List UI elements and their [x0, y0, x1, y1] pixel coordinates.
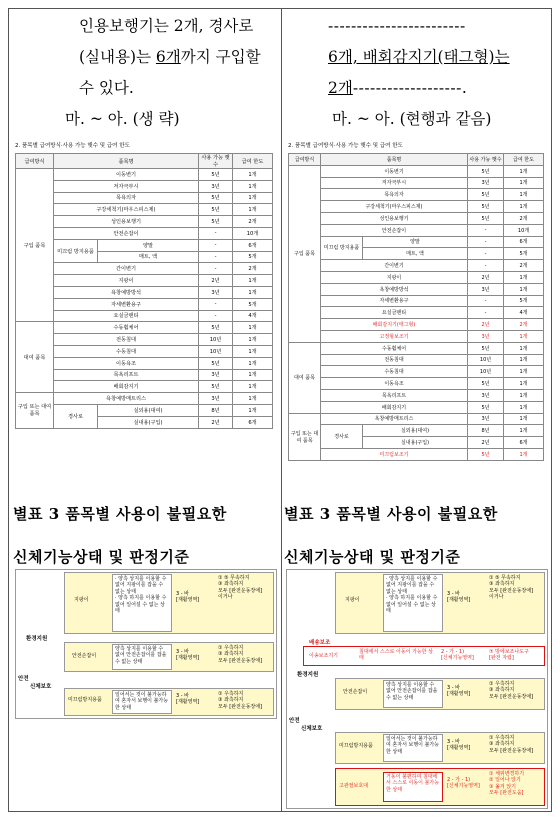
table-cell: 안전손잡이 — [343, 689, 368, 695]
criteria-table-image — [15, 569, 277, 719]
table-cell: 간이변기 — [321, 260, 468, 272]
table-cell: 6개 — [504, 236, 544, 248]
table-cell: 욕창예방방석 — [54, 286, 199, 298]
table-cell: 6개 — [233, 416, 273, 428]
table-cell: 5년 — [199, 216, 233, 228]
right-column — [282, 9, 553, 811]
table-title: 2. 품목별 급여방식·사용 가능 햇수 및 급여 한도 — [288, 143, 403, 149]
table-cell: 5개 — [233, 298, 273, 310]
table-cell: 안전손잡이 — [321, 224, 468, 236]
table-cell: 3 - 바 [재활영역] — [447, 739, 471, 752]
table-cell: 3년 — [468, 177, 504, 189]
appendix-heading: 신체기능상태 및 판정기준 — [284, 548, 461, 566]
item-desc: · 양측 상지를 이용할 수 없어 지팡이를 잡을 수 없는 상태 · 양측 하지를 이용할 수 없어 일어설 수 없는 상태 — [112, 574, 172, 632]
table-cell: 8년 — [199, 404, 233, 416]
item-name: 미끄럼방지용품 — [68, 697, 102, 703]
table-cell: 안전손잡이 — [54, 227, 199, 239]
table-cell: 2개 — [233, 216, 273, 228]
table-cell: 1개 — [233, 345, 273, 357]
table-cell: 욕창예방방석 — [321, 283, 468, 295]
table-cell: - — [468, 260, 504, 272]
col-header: 급여방식 — [16, 154, 54, 169]
table-cell: 5년 — [468, 201, 504, 213]
table-cell: 성인용보행기 — [321, 212, 468, 224]
appendix-heading: 신체기능상태 및 판정기준 — [13, 548, 190, 566]
table-cell: 5년 — [199, 192, 233, 204]
table-cell: 전동침대 — [321, 354, 468, 366]
table-cell: 1개 — [504, 330, 544, 342]
table-cell: 사용 가능 햇수 — [468, 154, 504, 166]
table-cell: 양말 — [363, 236, 468, 248]
table-cell: ⑦ 방에보조나도구 [완전 자립] — [489, 649, 529, 662]
table-cell: 구입 또는 대여 품목 — [289, 413, 321, 460]
table-cell: 미끄럼방지용품 — [339, 743, 373, 749]
table-cell: 10년 — [468, 354, 504, 366]
table-cell: 5개 — [233, 251, 273, 263]
table-cell: - — [468, 236, 504, 248]
table-cell: · 양측 상지를 이용할 수 없어 지팡이를 잡을 수 없는 상태 · 양측 하지를 이용할 수 없어 일어설 수 없는 상태 — [383, 574, 443, 632]
table-cell: 5개 — [504, 295, 544, 307]
table-cell: - — [199, 251, 233, 263]
table-cell: 1개 — [504, 177, 544, 189]
table-cell: - — [468, 248, 504, 260]
left-column — [9, 9, 280, 811]
table-cell: 1개 — [233, 275, 273, 287]
table-cell: 5개 — [504, 248, 544, 260]
table-cell: 목욕리프트 — [321, 389, 468, 401]
table-cell: 자세변환용구 — [321, 295, 468, 307]
table-cell: 목욕의자 — [321, 189, 468, 201]
table-cell: 1개 — [504, 448, 544, 460]
table-cell: 실내용(구입) — [363, 437, 468, 449]
table-cell: 1개 — [504, 378, 544, 390]
table-cell: 급여 한도 — [504, 154, 544, 166]
left-text-line: 수 있다. — [79, 79, 134, 97]
table-cell: 1개 — [233, 357, 273, 369]
table-cell: 고관절보호대 — [339, 783, 368, 789]
section-label: 신체보호 — [30, 684, 52, 690]
item-desc: 양측 상지를 이용할 수 없어 안전손잡이를 잡을 수 없는 상태 — [112, 644, 172, 670]
table-cell: 욕창예방매트리스 — [54, 393, 199, 405]
group-label: 구입 품목 — [16, 169, 54, 322]
table-cell: 침대에서 스스로 이동이 가능한 상태 — [359, 649, 433, 662]
table-cell: 수동침대 — [54, 345, 199, 357]
table-cell: 1개 — [233, 180, 273, 192]
table-cell: 양말 — [98, 239, 199, 251]
table-cell: 거동이 불편하여 침대에서 스스로 이동이 불가능한 상태 — [383, 772, 443, 802]
item-code: 3 - 바 [재활영역] — [176, 649, 200, 662]
section-label: 안전 — [18, 676, 29, 682]
table-cell: 간이변기 — [54, 263, 199, 275]
table-cell: 2개 — [504, 260, 544, 272]
table-cell: 3년 — [468, 330, 504, 342]
table-cell: - — [468, 224, 504, 236]
table-cell: 자세변환용구 — [54, 298, 199, 310]
table-cell: 3년 — [468, 283, 504, 295]
table-cell: 5년 — [199, 204, 233, 216]
table-cell: 1개 — [504, 366, 544, 378]
table-cell: - — [199, 298, 233, 310]
table-cell: 품목명 — [321, 154, 468, 166]
table-cell: 목욕리프트 — [54, 369, 199, 381]
table-cell: 성인용보행기 — [54, 216, 199, 228]
table-cell: 3년 — [199, 180, 233, 192]
table-cell: 3 - 바 [재활영역] — [447, 591, 471, 604]
table-cell: 까지 구입할 — [180, 48, 261, 66]
table-cell: 1개 — [504, 342, 544, 354]
table-cell: 이동욕조 — [321, 378, 468, 390]
table-cell: 4개 — [233, 310, 273, 322]
table-cell: 8년 — [468, 425, 504, 437]
table-cell: 10개 — [233, 227, 273, 239]
table-cell: 5년 — [468, 165, 504, 177]
table-cell: 배회감지기 — [54, 381, 199, 393]
table-cell: 2년 — [468, 319, 504, 331]
table-cell: 매트, 액 — [363, 248, 468, 260]
table-cell: 이송보조기기 — [309, 653, 338, 659]
table-cell: 양측 상지를 이용할 수 없어 안전손잡이를 잡을 수 없는 상태 — [383, 680, 443, 708]
table-cell: 10개 — [504, 224, 544, 236]
added-row: 고정형보조기 — [321, 330, 468, 342]
table-cell: 1개 — [233, 334, 273, 346]
table-cell: 급여방식 — [289, 154, 321, 166]
item-code: 3 - 바 [재활영역] — [176, 591, 200, 604]
table-cell: 2개 — [233, 263, 273, 275]
table-cell: 2개 — [328, 79, 353, 97]
table-cell: 3년 — [199, 286, 233, 298]
table-cell: - — [468, 307, 504, 319]
table-cell: 5년 — [468, 212, 504, 224]
table-cell: 3년 — [468, 389, 504, 401]
table-cell: 5년 — [468, 448, 504, 460]
table-cell: 1개 — [233, 169, 273, 181]
table-cell: 요실금팬티 — [54, 310, 199, 322]
table-cell: 1개 — [233, 322, 273, 334]
table-cell: 1개 — [504, 201, 544, 213]
table-cell: 경사로 — [54, 404, 98, 428]
table-cell: - — [199, 227, 233, 239]
item-code: 3 - 바 [재활영역] — [176, 693, 200, 706]
table-cell: 6개 — [504, 437, 544, 449]
right-benefit-table — [288, 153, 544, 461]
table-cell: 3 - 바 [재활영역] — [447, 685, 471, 698]
table-cell: 경사로 — [321, 425, 363, 449]
table-cell: 5년 — [468, 401, 504, 413]
table-cell: ① 우측하지 ③ 좌측하지 모두 [완전운동장애] — [489, 735, 534, 754]
table-cell: 환경지원 — [297, 672, 319, 678]
table-cell: 이동욕조 — [54, 357, 199, 369]
table-cell: 전동침대 — [54, 334, 199, 346]
table-cell: 2년 — [199, 416, 233, 428]
table-cell: 배회감지기 — [321, 401, 468, 413]
right-text-line: 마. ~ 아. (현행과 같음) — [332, 110, 492, 128]
table-cell: 10년 — [468, 366, 504, 378]
table-cell: 4개 — [504, 307, 544, 319]
table-cell: 수동휠체어 — [321, 342, 468, 354]
table-cell: 지팡이 — [345, 597, 360, 603]
table-cell: 수동침대 — [321, 366, 468, 378]
table-cell: 3년 — [199, 393, 233, 405]
table-cell: 1개 — [504, 189, 544, 201]
table-cell: 1개 — [233, 286, 273, 298]
right-text-line: ------------------------ — [328, 17, 466, 35]
table-cell: 실외용(대여) — [363, 425, 468, 437]
table-cell: 1개 — [504, 283, 544, 295]
table-cell: 3년 — [199, 369, 233, 381]
table-cell: 6개 — [233, 239, 273, 251]
left-text-line — [79, 42, 280, 73]
table-cell: - — [199, 310, 233, 322]
table-cell: 10년 — [199, 334, 233, 346]
table-cell: 1개 — [233, 393, 273, 405]
table-cell: 5년 — [199, 169, 233, 181]
table-cell: ① ⑤ 무속하지 ③ 좌측하지 모두 [완전운동장애] 이거나 — [489, 575, 534, 601]
table-cell: 2개 — [504, 319, 544, 331]
table-cell: 미끄럼 방지용품 — [54, 239, 98, 263]
table-cell: 이동변기 — [54, 169, 199, 181]
table-cell: 실내용(구입) — [98, 416, 199, 428]
table-cell: 지팡이 — [54, 275, 199, 287]
left-benefit-table — [15, 153, 273, 429]
table-cell: 저자극부시 — [321, 177, 468, 189]
item-name: 지팡이 — [74, 597, 89, 603]
table-cell: 대여 품목 — [289, 342, 321, 413]
table-cell: 1개 — [233, 404, 273, 416]
table-cell: 신체보호 — [301, 726, 323, 732]
table-cell: 매트, 액 — [98, 251, 199, 263]
table-cell: 1개 — [504, 389, 544, 401]
table-cell: 구강세척기(마우스피스제) — [321, 201, 468, 213]
table-cell: 1개 — [233, 204, 273, 216]
table-cell: 1개 — [504, 425, 544, 437]
appendix-heading: 별표 3 품목별 사용이 불필요한 — [284, 505, 498, 523]
table-cell: 1개 — [233, 369, 273, 381]
table-cell: (실내용)는 — [79, 48, 156, 66]
table-cell: 이동변기 — [321, 165, 468, 177]
table-cell: 5년 — [199, 322, 233, 334]
table-cell: 구강세척기(마우스피스제) — [54, 204, 199, 216]
group-label: 대여 품목 — [16, 322, 54, 393]
item-judge: ① 우측하지 ③ 좌측하지 모두 [완전운동장애] — [218, 691, 263, 710]
col-header: 품목명 — [54, 154, 199, 169]
table-cell: 욕창예방매트리스 — [321, 413, 468, 425]
table-cell: 2 - 가 - 1) [신체기능영역] — [447, 777, 480, 790]
table-cell: 구입 품목 — [289, 165, 321, 342]
table-cell: 수동휠체어 — [54, 322, 199, 334]
table-cell: 1개 — [504, 271, 544, 283]
table-cell: 5년 — [199, 357, 233, 369]
section-label: 배송보조 — [309, 640, 331, 646]
table-cell: 일어서는 것이 불가능하여 혼자서 보행이 불가능한 상태 — [383, 734, 443, 762]
table-cell: - — [468, 295, 504, 307]
item-judge: ① 우측하지 ③ 좌측하지 모두 [완전운동장애] — [218, 645, 263, 664]
right-text-line: 6개, 배회감지기(태그형)는 — [328, 48, 510, 66]
table-cell: - — [199, 263, 233, 275]
table-cell: 1개 — [504, 401, 544, 413]
table-cell: 5년 — [468, 378, 504, 390]
group-label: 구입 또는 대여 품목 — [16, 393, 54, 428]
item-desc: 일어서는 것이 불가능하여 혼자서 보행이 불가능한 상태 — [112, 690, 172, 714]
added-row: 배회감지기(태그형) — [321, 319, 468, 331]
table-cell: ① 우측하지 ③ 좌측하지 모두 [완전운동장애] — [489, 681, 534, 700]
col-header: 급여 한도 — [233, 154, 273, 169]
table-cell: 2 - 가 - 1) [신체기능영역] — [441, 649, 474, 662]
table-cell: 5년 — [468, 189, 504, 201]
table-cell: 2년 — [468, 437, 504, 449]
table-cell: 2개 — [504, 212, 544, 224]
item-judge: ① ⑤ 무속하지 ③ 좌측하지 모두 [완전운동장애] 이거나 — [218, 575, 263, 601]
item-name: 안전손잡이 — [72, 653, 97, 659]
table-cell: 목욕의자 — [54, 192, 199, 204]
table-cell: 1개 — [504, 354, 544, 366]
left-text-line: 인용보행기는 2개, 경사로 — [79, 17, 254, 35]
added-row: 미끄럼보조기 — [321, 448, 468, 460]
table-cell: 1개 — [233, 381, 273, 393]
right-text-line — [328, 73, 553, 104]
table-cell: 2년 — [199, 275, 233, 287]
table-cell: 10년 — [199, 345, 233, 357]
table-cell: 안전 — [289, 718, 300, 724]
table-cell: 1개 — [233, 192, 273, 204]
col-header: 사용 가능 햇수 — [199, 154, 233, 169]
table-cell: 1개 — [504, 413, 544, 425]
table-cell: -------------------. — [352, 79, 468, 97]
section-label: 환경지원 — [26, 636, 48, 642]
table-cell: 6개 — [155, 48, 181, 66]
appendix-heading: 별표 3 품목별 사용이 불필요한 — [13, 505, 227, 523]
table-cell: 요실금팬티 — [321, 307, 468, 319]
table-cell: - — [199, 239, 233, 251]
table-cell: 5년 — [199, 381, 233, 393]
table-cell: 미끄럼 방지용품 — [321, 236, 363, 260]
criteria-table-image — [286, 569, 548, 809]
table-cell: 지팡이 — [321, 271, 468, 283]
table-cell: ① 체위변경하기 ② 일어나 앉기 ③ 옮겨 앉기 모두 [완전도움] — [489, 771, 525, 797]
document-page — [8, 8, 552, 812]
table-cell: 2년 — [468, 271, 504, 283]
table-cell: 실외용(대여) — [98, 404, 199, 416]
table-title: 2. 품목별 급여방식·사용 가능 햇수 및 급여 한도 — [15, 143, 130, 149]
table-cell: 3년 — [468, 413, 504, 425]
table-cell: 1개 — [504, 165, 544, 177]
left-text-line: 마. ~ 아. (생 략) — [65, 110, 180, 128]
table-cell: 5년 — [468, 342, 504, 354]
table-cell: 저자극부시 — [54, 180, 199, 192]
